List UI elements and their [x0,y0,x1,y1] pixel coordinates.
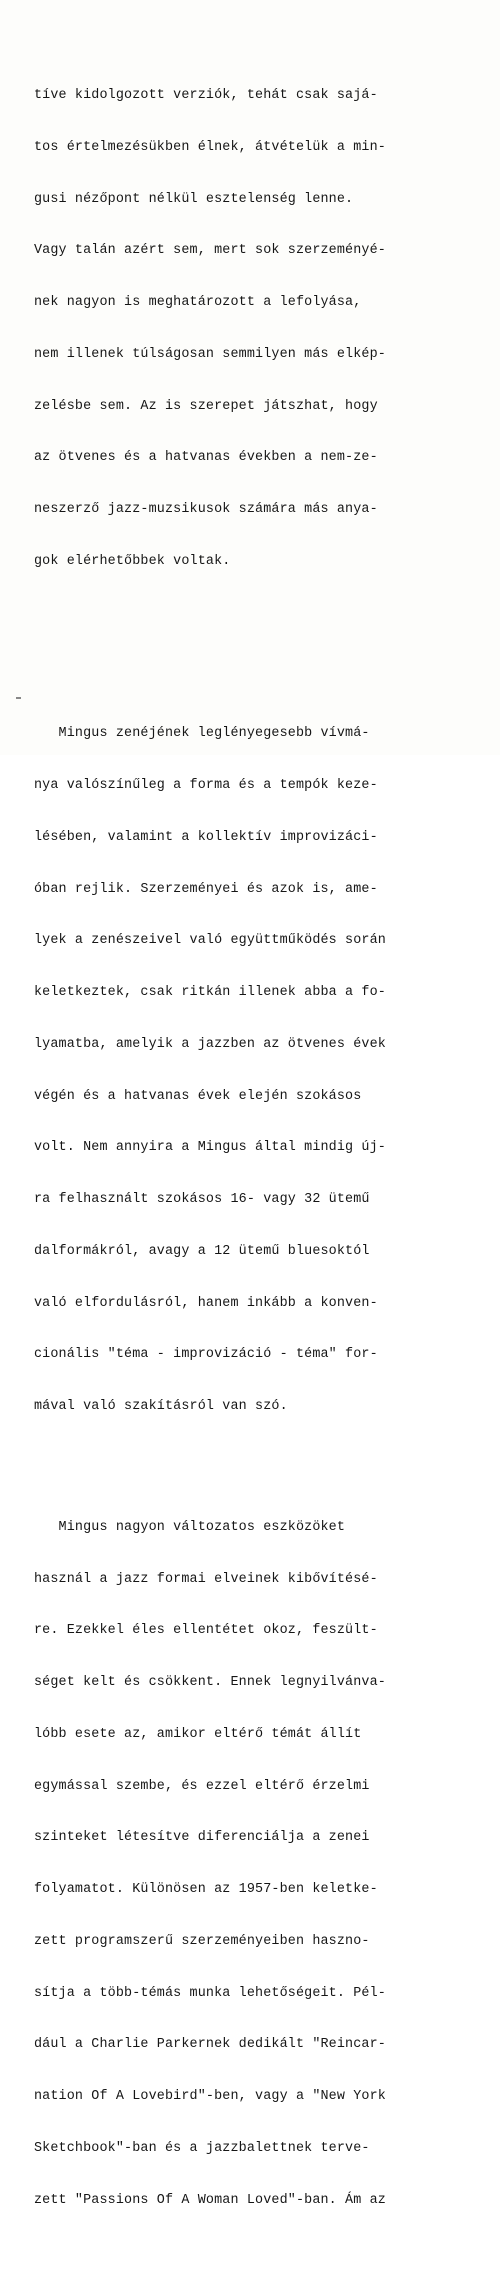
paragraph-gap [34,639,484,656]
text-line: használ a jazz formai elveinek kibővítésé- [34,1571,378,1587]
text-line: szinteket létesítve diferenciálja a zenei [34,1830,370,1846]
text-line: mával való szakításról van szó. [34,1399,288,1414]
text-line: lésében, valamint a kollektív improvizáci- [34,829,378,845]
text-line: egymással szembe, és ezzel eltérő érzelmi [34,1778,370,1794]
text-line: zett programszerű szerzeményeiben haszno- [34,1933,370,1949]
paragraph-2 [34,691,484,1450]
text-line: re. Ezekkel éles ellentétet okoz, feszült- [34,1623,378,1639]
text-line: volt. Nem annyira a Mingus által mindig új- [34,1140,386,1156]
typescript-body [34,18,484,2278]
text-line: lóbb esete az, amikor eltérő témát állít [34,1726,362,1742]
margin-mark [16,697,21,699]
text-line: az ötvenes és a hatvanas években a nem-ze- [34,450,378,466]
text-line: nya valószínűleg a forma és a tempók keze- [34,778,378,793]
text-line: dalformákról, avagy a 12 ütemű bluesoktól [34,1243,370,1259]
text-line: keletkeztek, csak ritkán illenek abba a fo- [34,985,386,1000]
text-line: Sketchbook"-ban és a jazzbalettnek terve- [34,2140,370,2156]
text-line: sítja a több-témás munka lehetőségeit. Pél- [34,1985,386,2001]
text-line: ra felhasznált szokásos 16- vagy 32 ütemű [34,1192,370,1207]
text-line: Vagy talán azért sem, mert sok szerzeményé- [34,243,386,259]
text-line: gok elérhetőbbek voltak. [34,553,231,569]
text-line: nation Of A Lovebird"-ben, vagy a "New York [34,2089,386,2104]
text-line: tíve kidolgozott verziók, tehát csak sajá- [34,88,378,103]
paragraph-3 [34,1484,484,2243]
text-line: lyamatba, amelyik a jazzben az ötvenes évek [34,1036,386,1052]
text-line: zelésbe sem. Az is szerepet játszhat, hogy [34,398,378,414]
text-line: neszerző jazz-muzsikusok számára más anya- [34,502,378,517]
text-line: nek nagyon is meghatározott a lefolyása, [34,295,362,310]
paragraph-1 [34,53,484,605]
text-line: Mingus nagyon változatos eszközöket [34,1519,346,1535]
text-line: dául a Charlie Parkernek dedikált "Reincar- [34,2037,386,2053]
text-line: végén és a hatvanas évek elején szokásos [34,1088,362,1104]
text-line: folyamatot. Különösen az 1957-ben keletke- [34,1882,378,1897]
text-line: Mingus zenéjének leglényegesebb vívmá- [34,726,370,742]
text-line: cionális "téma - improvizáció - téma" for- [34,1347,378,1363]
text-line: való elfordulásról, hanem inkább a konven- [34,1295,378,1311]
text-line: óban rejlik. Szerzeményei és azok is, ame- [34,881,378,897]
text-line: lyek a zenészeivel való együttműködés során [34,933,386,949]
text-line: gusi nézőpont nélkül esztelenség lenne. [34,191,354,207]
text-line: séget kelt és csökkent. Ennek legnyilvánva- [34,1675,386,1690]
text-line: tos értelmezésükben élnek, átvételük a min- [34,139,386,155]
text-line: nem illenek túlságosan semmilyen más elkép- [34,346,386,362]
text-line: zett "Passions Of A Woman Loved"-ban. Ám az [34,2192,386,2208]
